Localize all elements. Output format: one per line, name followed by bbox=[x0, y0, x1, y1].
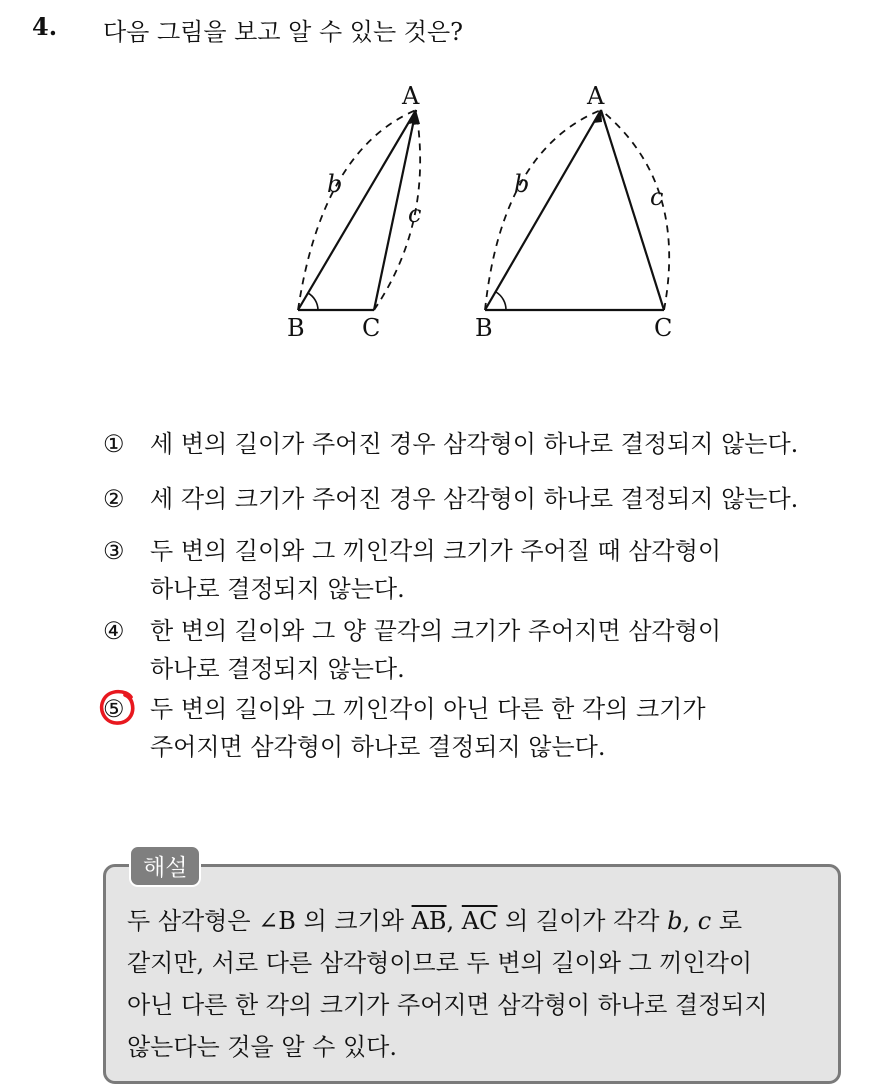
choice-number: ④ bbox=[103, 617, 125, 645]
choice-1[interactable] bbox=[103, 425, 863, 463]
label-side-b-2: b bbox=[514, 170, 530, 198]
answer-choices bbox=[103, 425, 863, 766]
choice-text-line-1: 두 변의 길이와 그 끼인각의 크기가 주어질 때 삼각형이 bbox=[150, 537, 722, 565]
label-a-2: A bbox=[587, 82, 605, 110]
explanation-line-1 bbox=[127, 900, 837, 942]
label-c-2: C bbox=[654, 314, 673, 342]
choice-text: 세 각의 크기가 주어진 경우 삼각형이 하나로 결정되지 않는다. bbox=[150, 485, 799, 513]
segment-ab: $\overline{AB}$ bbox=[411, 907, 447, 935]
explanation-part: 의 크기와 bbox=[295, 907, 412, 935]
choice-number: ③ bbox=[103, 537, 125, 565]
triangle-1 bbox=[298, 110, 420, 310]
choice-4[interactable] bbox=[103, 612, 863, 688]
label-side-b-1: b bbox=[327, 170, 343, 198]
choice-text-line-2: 하나로 결정되지 않는다. bbox=[150, 575, 405, 603]
choice-text: 세 변의 길이가 주어진 경우 삼각형이 하나로 결정되지 않는다. bbox=[150, 430, 799, 458]
choice-text-line-2: 하나로 결정되지 않는다. bbox=[150, 655, 405, 683]
explanation-line-4: 않는다는 것을 알 수 있다. bbox=[127, 1033, 397, 1061]
triangle-2 bbox=[485, 110, 669, 310]
explanation-part: 로 bbox=[711, 907, 743, 935]
explanation-line-3: 아닌 다른 한 각의 크기가 주어지면 삼각형이 하나로 결정되지 bbox=[127, 991, 768, 1019]
label-side-c-1: c bbox=[408, 200, 422, 228]
label-side-c-2: c bbox=[650, 183, 664, 211]
question-number: 4. bbox=[32, 12, 58, 41]
label-c-1: C bbox=[362, 314, 381, 342]
side-ab-2 bbox=[485, 110, 601, 310]
side-ab-1 bbox=[298, 110, 416, 310]
choice-text-line-1: 두 변의 길이와 그 끼인각이 아닌 다른 한 각의 크기가 bbox=[150, 695, 706, 723]
angle-b: ∠B bbox=[258, 907, 296, 935]
explanation-line-2: 같지만, 서로 다른 삼각형이므로 두 변의 길이와 그 끼인각이 bbox=[127, 949, 753, 977]
angle-arc-b-1 bbox=[308, 293, 318, 310]
choice-5[interactable] bbox=[103, 690, 863, 766]
choice-number: ⑤ bbox=[103, 695, 125, 723]
variable-b: b bbox=[667, 907, 683, 935]
question-text: 다음 그림을 보고 알 수 있는 것은? bbox=[103, 18, 464, 46]
explanation-text bbox=[127, 900, 837, 1068]
label-a-1: A bbox=[402, 82, 420, 110]
choice-text-line-1: 한 변의 길이와 그 양 끝각의 크기가 주어지면 삼각형이 bbox=[150, 617, 722, 645]
triangle-figure bbox=[270, 72, 690, 352]
variable-c: c bbox=[697, 907, 712, 935]
label-b-1: B bbox=[287, 314, 305, 342]
choice-number: ② bbox=[103, 485, 125, 513]
explanation-tab: 해설 bbox=[129, 845, 201, 887]
choice-2[interactable] bbox=[103, 480, 863, 518]
choice-3[interactable] bbox=[103, 532, 863, 608]
explanation-part: 두 삼각형은 bbox=[127, 907, 259, 935]
choice-number: ① bbox=[103, 430, 125, 458]
angle-arc-b-2 bbox=[496, 292, 506, 310]
choice-text-line-2: 주어지면 삼각형이 하나로 결정되지 않는다. bbox=[150, 733, 606, 761]
label-b-2: B bbox=[475, 314, 493, 342]
segment-ac: $\overline{AC}$ bbox=[461, 907, 498, 935]
explanation-part: , bbox=[446, 907, 462, 935]
explanation-part: , bbox=[682, 907, 698, 935]
explanation-part: 의 길이가 각각 bbox=[497, 907, 668, 935]
